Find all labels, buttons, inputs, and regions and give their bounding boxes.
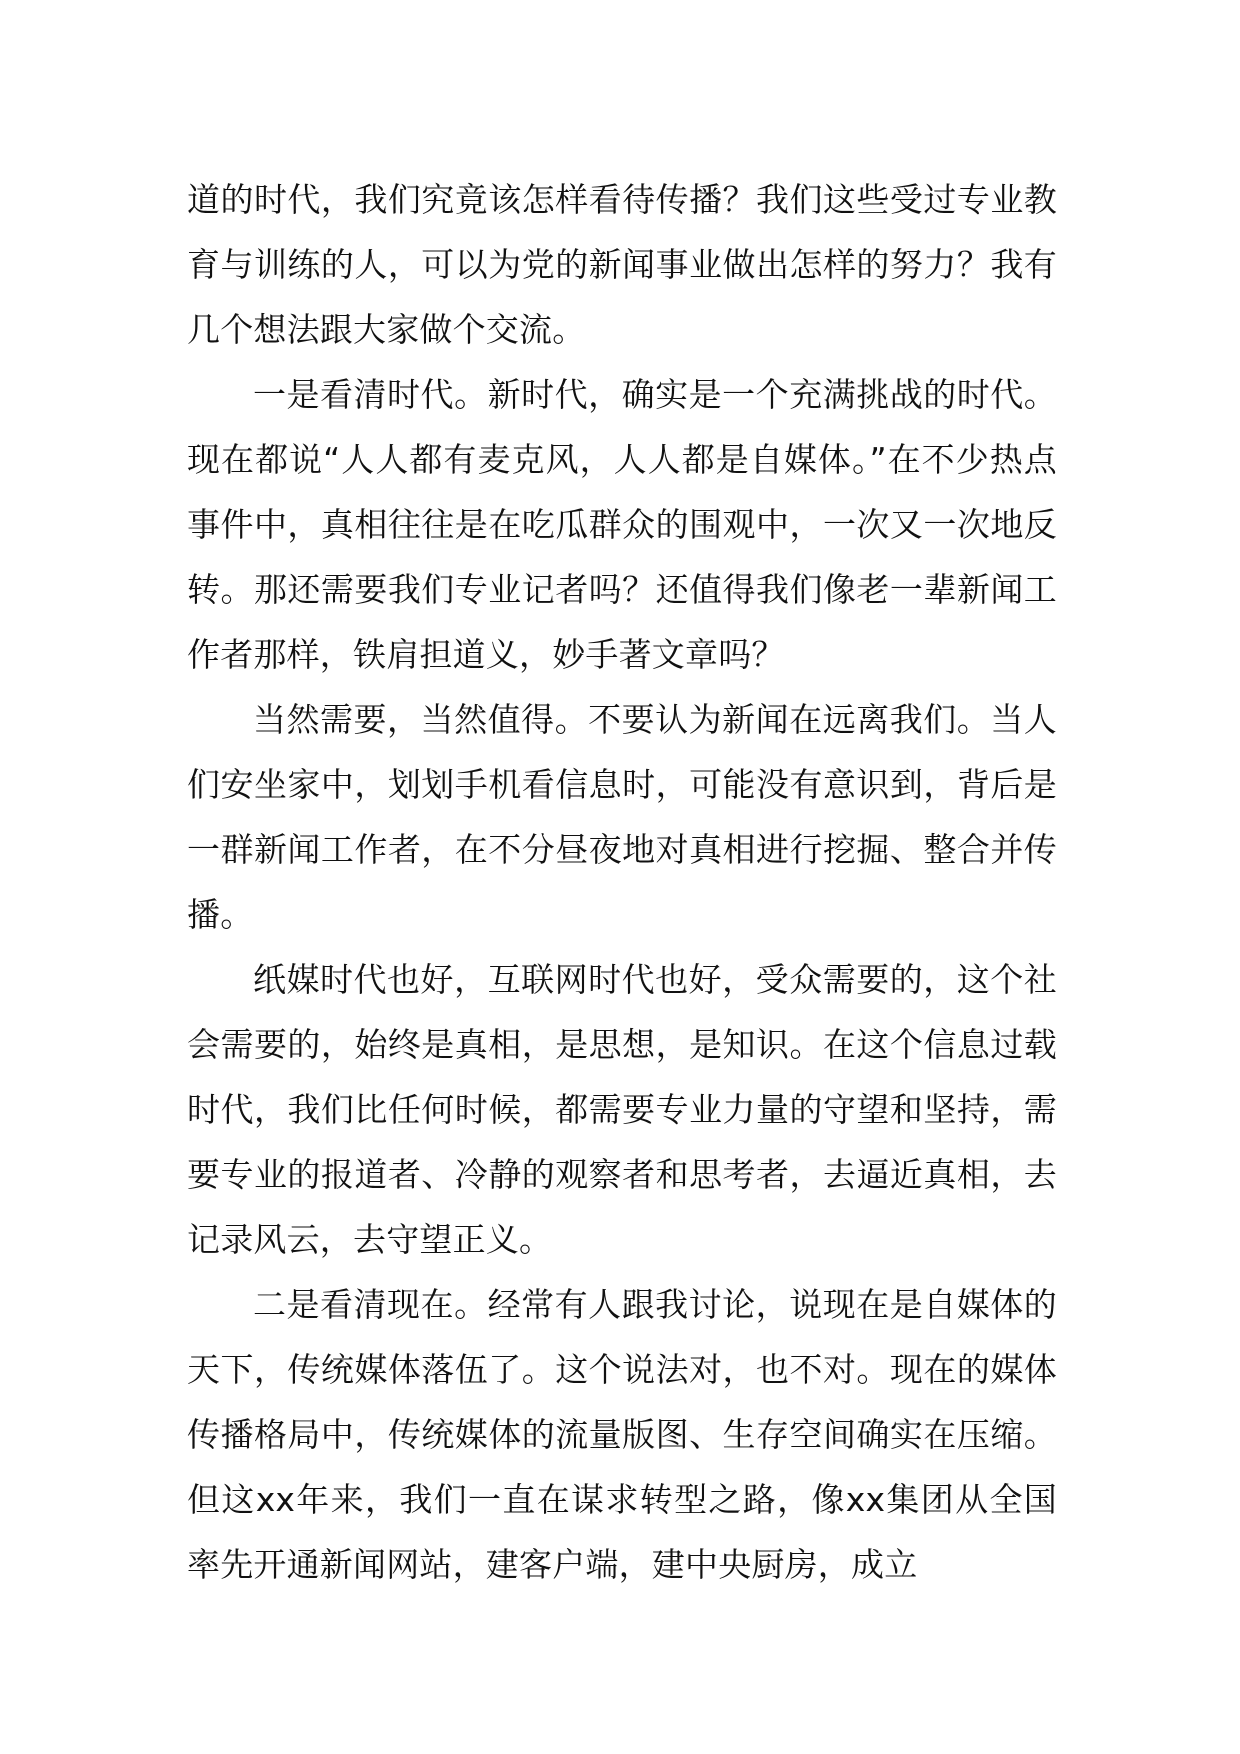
paragraph-5: 二是看清现在。经常有人跟我讨论，说现在是自媒体的天下，传统媒体落伍了。这个说法对，也不对。现在的媒体传播格局中，传统媒体的流量版图、生存空间确实在压缩。但这xx年来，我们一直在谋求转型之路，像xx集团从全国率先开通新闻网站，建客户端，建中央厨房，成立 [187, 1285, 1057, 1584]
paragraph-1: 道的时代，我们究竟该怎样看待传播？我们这些受过专业教育与训练的人，可以为党的新闻事业做出怎样的努力？我有几个想法跟大家做个交流。 [187, 180, 1057, 349]
paragraph-4: 纸媒时代也好，互联网时代也好，受众需要的，这个社会需要的，始终是真相，是思想，是知识。在这个信息过载时代，我们比任何时候，都需要专业力量的守望和坚持，需要专业的报道者、冷静的观察者和思考者，去逼近真相，去记录风云，去守望正义。 [187, 960, 1057, 1259]
paragraph-3: 当然需要，当然值得。不要认为新闻在远离我们。当人们安坐家中，划划手机看信息时，可能没有意识到，背后是一群新闻工作者，在不分昼夜地对真相进行挖掘、整合并传播。 [187, 700, 1057, 934]
paragraph-2: 一是看清时代。新时代，确实是一个充满挑战的时代。现在都说“人人都有麦克风，人人都是自媒体。”在不少热点事件中，真相往往是在吃瓜群众的围观中，一次又一次地反转。那还需要我们专业记者吗？还值得我们像老一辈新闻工作者那样，铁肩担道义，妙手著文章吗？ [187, 375, 1057, 674]
document-body [187, 167, 1057, 1597]
